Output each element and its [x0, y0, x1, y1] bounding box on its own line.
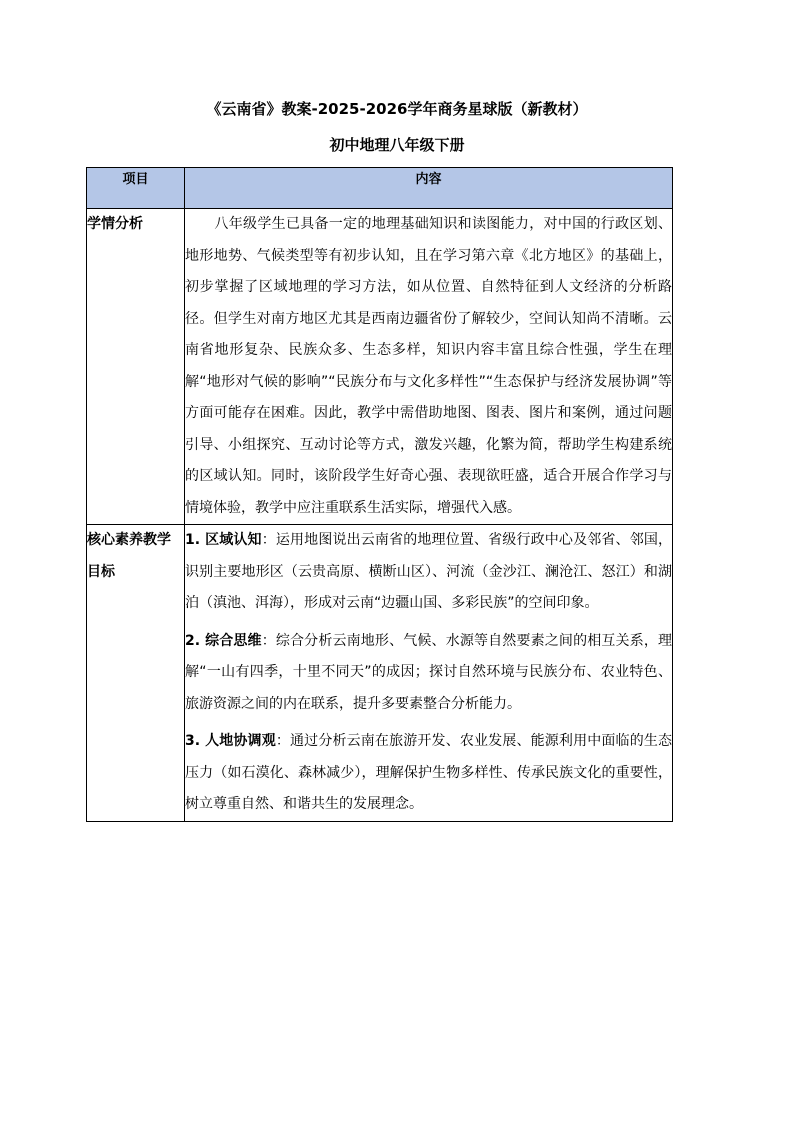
- goal-text: ：运用地图说出云南省的地理位置、省级行政中心及邻省、邻国，识别主要地形区（云贵高原、横断山区）、河流（金沙江、澜沧江、怒江）和湖泊（滇池、洱海），形成对云南“边疆山国、多彩民族”的空间印象。: [185, 532, 672, 611]
- document-title: 《云南省》教案-2025-2026学年商务星球版（新教材）: [206, 100, 588, 118]
- goal-text: ：通过分析云南在旅游开发、农业发展、能源利用中面临的生态压力（如石漠化、森林减少），理解保护生物多样性、传承民族文化的重要性，树立尊重自然、和谐共生的发展理念。: [185, 733, 672, 812]
- goal-human-land-harmony: [185, 726, 672, 821]
- goal-title: 3. 人地协调观: [185, 733, 276, 749]
- goal-comprehensive-thinking: [185, 626, 672, 721]
- student-analysis-text: 八年级学生已具备一定的地理基础知识和读图能力，对中国的行政区划、地形地势、气候类型等有初步认知，且在学习第六章《北方地区》的基础上，初步掌握了区域地理的学习方法，如从位置、自然特征到人文经济的分析路径。但学生对南方地区尤其是西南边疆省份了解较少，空间认知尚不清晰。云南省地形复杂、民族众多、生态多样，知识内容丰富且综合性强，学生在理解“地形对气候的影响”“民族分布与文化多样性”“生态保护与经济发展协调”等方面可能存在困难。因此，教学中需借助地图、图表、图片和案例，通过问题引导、小组探究、互动讨论等方式，激发兴趣，化繁为简，帮助学生构建系统的区域认知。同时，该阶段学生好奇心强、表现欲旺盛，适合开展合作学习与情境体验，教学中应注重联系生活实际，增强代入感。: [185, 216, 672, 516]
- goal-text: ：综合分析云南地形、气候、水源等自然要素之间的相互关系，理解“一山有四季，十里不同天”的成因；探讨自然环境与民族分布、农业特色、旅游资源之间的内在联系，提升多要素整合分析能力。: [185, 632, 672, 712]
- goal-region-cognition: [185, 525, 672, 620]
- header-content: 内容: [185, 168, 673, 209]
- header-item: 项目: [87, 168, 185, 209]
- table-row: [87, 525, 673, 822]
- row-label-core-goals: 核心素养教学目标: [87, 525, 185, 822]
- goal-title: 2. 综合思维: [185, 632, 262, 649]
- goal-title: 1. 区域认知: [185, 532, 262, 548]
- row-content-core-goals: [185, 525, 673, 822]
- lesson-plan-table: [86, 167, 673, 822]
- row-label-student-analysis: 学情分析: [87, 209, 185, 525]
- table-header-row: [87, 168, 673, 209]
- document-subtitle: 初中地理八年级下册: [329, 136, 465, 154]
- row-content-student-analysis: [185, 209, 673, 525]
- table-row: [87, 209, 673, 525]
